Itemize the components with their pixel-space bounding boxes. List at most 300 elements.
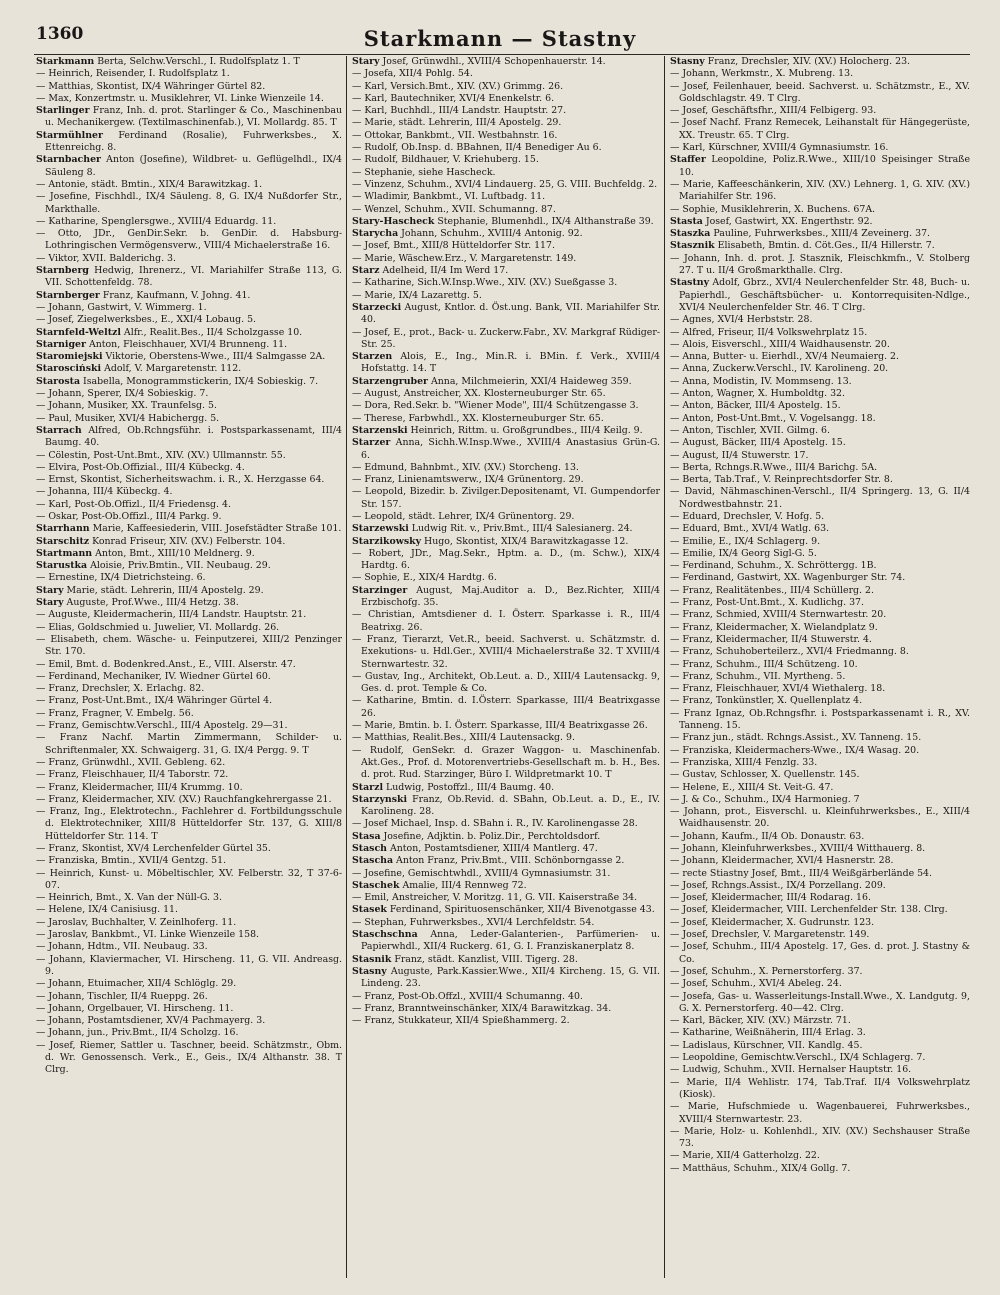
directory-entry: [670, 204, 970, 216]
entry-details: — Johann, Klaviermacher, VI. Hirscheng. 11, G. VII. Andreasg. 9.: [36, 953, 342, 977]
entry-details: — Marie, IX/4 Lazarettg. 5.: [352, 289, 482, 301]
directory-entry: [670, 622, 970, 634]
directory-entry: [352, 93, 660, 105]
column-1: [36, 56, 342, 1281]
directory-entry: [352, 351, 660, 376]
directory-entry: [670, 1027, 970, 1039]
entry-surname: Starlinger: [36, 105, 90, 117]
directory-entry: [670, 880, 970, 892]
directory-entry: [36, 855, 342, 867]
directory-entry: [352, 130, 660, 142]
directory-entry: [36, 1003, 342, 1015]
directory-entry: [670, 794, 970, 806]
entry-details: — Rudolf, GenSekr. d. Grazer Waggon- u. Maschinenfab. Akt.Ges., Prof. d. Motorenvertriebs-Gesellschaft m. b. H., Bes. d. prot. Rud. Starzinger, Büro I. Wildpretmarkt 10. T: [352, 744, 660, 781]
directory-entry: [36, 634, 342, 659]
entry-details: — Marie, Wäschew.Erz., V. Margaretenstr. 149.: [352, 252, 577, 264]
directory-entry: [36, 290, 342, 302]
entry-details: — Paul, Musiker, XVI/4 Habichergg. 5.: [36, 412, 220, 424]
entry-details: Anton (Josefine), Wildbret- u. Geflügelhdl., IX/4 Säuleng 8.: [45, 154, 342, 178]
entry-details: — Josef, Feilenhauer, beeid. Sachverst. u. Schätzmstr., E., XV. Goldschlagstr. 49. T Clrg.: [670, 80, 970, 104]
directory-entry: [670, 683, 970, 695]
entry-surname: Startmann: [36, 547, 93, 559]
entry-details: — J. & Co., Schuhm., IX/4 Harmonieg. 7: [670, 793, 860, 805]
entry-surname: Stary: [36, 597, 64, 609]
entry-details: — Max, Konzertmstr. u. Musiklehrer, VI. Linke Wienzeile 14.: [36, 92, 324, 104]
directory-entry: [36, 314, 342, 326]
entry-details: Alfred, Ob.Rchngsführ. i. Postsparkassenamt, III/4 Baumg. 40.: [45, 424, 342, 449]
column-3: [670, 56, 970, 1281]
directory-entry: [352, 240, 660, 252]
directory-entry: [670, 314, 970, 326]
directory-entry: [36, 56, 342, 68]
entry-details: — Franz, Fragner, V. Embelg. 56.: [36, 707, 194, 719]
entry-details: Marie, Kaffeesiederin, VIII. Josefstädter Straße 101.: [92, 523, 342, 535]
directory-entry: [670, 277, 970, 314]
entry-details: — Otto, JDr., GenDir.Sekr. b. GenDir. d. Habsburg-Lothringischen Vermögensverw., VIII/4 Michaelerstraße 16.: [36, 228, 342, 252]
entry-surname: Staschek: [352, 879, 400, 891]
entry-surname: Starrhann: [36, 523, 90, 535]
entry-details: — Franz jun., städt. Rchngs.Assist., XV. Tanneng. 15.: [670, 732, 922, 744]
directory-entry: [670, 536, 970, 548]
entry-details: Franz, Kaufmann, V. Johng. 41.: [102, 289, 251, 301]
directory-entry: [352, 1015, 660, 1027]
entry-details: — Helene, IX/4 Canisiusg. 11.: [36, 904, 178, 916]
directory-entry: [36, 720, 342, 732]
entry-details: — Ferdinand, Gastwirt, XX. Wagenburger Str. 74.: [670, 572, 906, 584]
directory-entry: [352, 81, 660, 93]
entry-details: — Franz, Realitätenbes., III/4 Schüllerg. 2.: [670, 584, 874, 596]
entry-details: — Karl, Kürschner, XVIII/4 Gymnasiumstr. 16.: [670, 142, 889, 154]
entry-details: — Anton, Tischler, XVII. Gilmg. 6.: [670, 424, 830, 436]
directory-entry: [352, 966, 660, 991]
directory-entry: [352, 474, 660, 486]
directory-entry: [670, 1064, 970, 1076]
directory-entry: [352, 511, 660, 523]
entry-details: — Franz, Stukkateur, XII/4 Spießhammerg. 2.: [352, 1015, 570, 1027]
directory-entry: [670, 572, 970, 584]
entry-details: — Therese, Farbwhdl., XX. Klosterneuburger Str. 65.: [352, 412, 604, 424]
entry-details: — Franziska, Kleidermachers-Wwe., IX/4 Wasag. 20.: [670, 744, 920, 756]
directory-entry: [352, 548, 660, 573]
entry-details: — Emil, Bmt. d. Bodenkred.Anst., E., VIII. Alserstr. 47.: [36, 658, 296, 670]
entry-details: — Johann, Gastwirt, V. Wimmerg. 1.: [36, 301, 207, 313]
entry-details: Josef, Grünwdhl., XVIII/4 Schopenhauerstr. 14.: [382, 56, 606, 67]
directory-entry: [670, 413, 970, 425]
entry-surname: Stasznik: [670, 240, 715, 252]
header-rule: [34, 54, 970, 55]
entry-details: Johann, Schuhm., XVIII/4 Antonig. 92.: [401, 228, 583, 240]
directory-entry: [36, 671, 342, 683]
directory-entry: [670, 105, 970, 117]
entry-surname: Starzikowsky: [352, 535, 422, 547]
entry-details: — Ottokar, Bankbmt., VII. Westbahnstr. 16.: [352, 129, 558, 141]
directory-entry: [670, 376, 970, 388]
directory-entry: [670, 462, 970, 474]
entry-details: — Heinrich, Bmt., X. Van der Nüll-G. 3.: [36, 892, 222, 904]
entry-surname: Starzl: [352, 781, 383, 793]
entry-details: — Johann, Kleidermacher, XVI/4 Hasnerstr. 28.: [670, 855, 894, 867]
entry-details: — Marie, II/4 Wehlistr. 174, Tab.Traf. II/4 Volkswehrplatz (Kiosk).: [670, 1076, 970, 1100]
entry-details: Marie, städt. Lehrerin, III/4 Apostelg. 29.: [66, 584, 264, 596]
entry-details: Isabella, Monogrammstickerin, IX/4 Sobieskig. 7.: [83, 375, 319, 387]
entry-details: — Franz, Linienamtswerw., IX/4 Grünentorg. 29.: [352, 474, 584, 486]
entry-details: — August, Bäcker, III/4 Apostelg. 15.: [670, 437, 846, 449]
directory-entry: [36, 536, 342, 548]
entry-details: — Emilie, E., IX/4 Schlagerg. 9.: [670, 535, 821, 547]
entry-surname: Starnfeld-Weltzl: [36, 326, 121, 338]
directory-entry: [36, 93, 342, 105]
entry-surname: Staromiejski: [36, 351, 103, 363]
directory-entry: [352, 609, 660, 634]
directory-entry: [670, 929, 970, 941]
directory-entry: [670, 81, 970, 106]
directory-entry: [352, 572, 660, 584]
entry-details: — Franziska, XIII/4 Fenzlg. 33.: [670, 756, 818, 768]
directory-entry: [36, 806, 342, 843]
directory-entry: [36, 474, 342, 486]
entry-surname: Staffer: [670, 154, 706, 166]
directory-entry: [352, 880, 660, 892]
entry-details: — Katharine, Weißnäherin, III/4 Erlag. 3.: [670, 1027, 866, 1039]
entry-surname: Starzinger: [352, 584, 408, 596]
directory-entry: [36, 253, 342, 265]
directory-entry: [670, 708, 970, 733]
entry-details: — Franz, Grünwdhl., XVII. Gebleng. 62.: [36, 756, 226, 768]
entry-details: — Eduard, Drechsler, V. Hofg. 5.: [670, 510, 825, 522]
entry-details: — Heinrich, Reisender, I. Rudolfsplatz 1.: [36, 68, 230, 80]
entry-details: — Leopoldine, Gemischtw.Verschl., IX/4 Schlagerg. 7.: [670, 1052, 926, 1064]
entry-details: — Marie, Bmtin. b. I. Österr. Sparkasse, III/4 Beatrixgasse 26.: [352, 720, 648, 732]
entry-details: — Franz, Skontist, XV/4 Lerchenfelder Gürtel 35.: [36, 843, 271, 854]
directory-entry: [670, 450, 970, 462]
entry-details: — Ferdinand, Schuhm., X. Schröttergg. 1B.: [670, 560, 877, 572]
directory-entry: [36, 904, 342, 916]
directory-entry: [352, 204, 660, 216]
entry-details: — Franz, Kleidermacher, III/4 Krummg. 10.: [36, 781, 243, 793]
entry-details: — Franz, Fleischhauer, II/4 Taborstr. 72.: [36, 769, 229, 781]
entry-details: — Stephan, Fuhrwerksbes., XVI/4 Lerchfeldstr. 54.: [352, 916, 595, 928]
directory-entry: [36, 486, 342, 498]
directory-entry: [36, 683, 342, 695]
directory-entry: [670, 671, 970, 683]
entry-details: — Franz, Kleidermacher, II/4 Stuwerstr. 4.: [670, 633, 872, 645]
entry-surname: Starzynski: [352, 793, 408, 805]
entry-details: August, Kntlor. d. Öst.ung. Bank, VII. Mariahilfer Str. 40.: [361, 301, 660, 326]
directory-entry: [670, 646, 970, 658]
directory-entry: [352, 117, 660, 129]
directory-entry: [36, 327, 342, 339]
entry-details: — Karl, Bautechniker, XVI/4 Enenkelstr. 6.: [352, 92, 555, 104]
entry-details: — Johann, Hdtm., VII. Neubaug. 33.: [36, 941, 208, 953]
entry-details: — Berta, Rchngs.R.Wwe., III/4 Barichg. 5A.: [670, 461, 878, 473]
entry-details: — Marie, Kaffeeschänkerin, XIV. (XV.) Lehnerg. 1, G. XIV. (XV.) Mariahilfer Str. 196.: [670, 178, 970, 203]
entry-details: — Matthias, Skontist, IX/4 Währinger Gürtel 82.: [36, 80, 266, 92]
entry-details: Heinrich, Rittm. u. Großgrundbes., III/4 Keilg. 9.: [410, 424, 643, 436]
entry-details: — Berta, Tab.Traf., V. Reinprechtsdorfer Str. 8.: [670, 474, 893, 486]
directory-entry: [670, 831, 970, 843]
directory-entry: [352, 745, 660, 782]
entry-details: — Ludwig, Schuhm., XVII. Hernalser Hauptstr. 16.: [670, 1064, 912, 1076]
entry-surname: Starmühlner: [36, 129, 103, 141]
directory-entry: [670, 240, 970, 252]
directory-entry: [36, 782, 342, 794]
entry-details: — Marie, städt. Lehrerin, III/4 Apostelg. 29.: [352, 117, 562, 129]
entry-details: — Johann, Orgelbauer, VI. Hirscheng. 11.: [36, 1002, 234, 1014]
entry-details: — Wladimir, Bankbmt., VI. Luftbadg. 11.: [352, 191, 546, 203]
entry-details: — Dora, Red.Sekr. b. "Wiener Mode", III/4 Schützengasse 3.: [352, 400, 639, 412]
directory-entry: [36, 1027, 342, 1039]
directory-entry: [352, 191, 660, 203]
entry-details: Josef, Gastwirt, XX. Engerthstr. 92.: [705, 215, 873, 227]
directory-entry: [36, 622, 342, 634]
directory-entry: [670, 523, 970, 535]
entry-details: — Johann, Etuimacher, XII/4 Schlöglg. 29.: [36, 978, 237, 990]
directory-entry: [352, 818, 660, 830]
entry-details: — Helene, E., XIII/4 St. Veit-G. 47.: [670, 781, 834, 793]
entry-details: — Auguste, Kleidermacherin, III/4 Landstr. Hauptstr. 21.: [36, 609, 307, 621]
directory-entry: [36, 376, 342, 388]
entry-details: — Josef, Rchngs.Assist., IX/4 Porzellang. 209.: [670, 879, 886, 891]
directory-entry: [670, 400, 970, 412]
entry-surname: Stastny: [670, 277, 710, 289]
entry-details: — Ladislaus, Kürschner, VII. Kandlg. 45.: [670, 1039, 863, 1051]
entry-details: — Elias, Goldschmied u. Juwelier, VI. Mollardg. 26.: [36, 621, 280, 633]
directory-entry: [352, 179, 660, 191]
entry-details: — Robert, JDr., Mag.Sekr., Hptm. a. D., (m. Schw.), XIX/4 Hardtg. 6.: [352, 547, 660, 572]
directory-entry: [670, 1101, 970, 1126]
entry-details: Franz, Ob.Revid. d. SBahn, Ob.Leut. a. D., E., IV. Karolineng. 28.: [361, 793, 660, 818]
entry-details: — Matthäus, Schuhm., XIX/4 Gollg. 7.: [670, 1162, 851, 1174]
directory-entry: [352, 782, 660, 794]
entry-details: — Marie, Hufschmiede u. Wagenbauerei, Fuhrwerksbes., XVIII/4 Sternwartestr. 23.: [670, 1101, 970, 1125]
entry-details: — Josef Nachf. Franz Remecek, Leihanstalt für Hängegerüste, XX. Treustr. 65. T Clrg.: [670, 117, 970, 141]
entry-details: — Jaroslav, Buchhalter, V. Zeinlhoferg. 11.: [36, 916, 237, 928]
directory-entry: [352, 732, 660, 744]
directory-entry: [352, 277, 660, 289]
entry-details: — Josef, Schuhm., XVI/4 Abeleg. 24.: [670, 978, 842, 990]
directory-entry: [36, 757, 342, 769]
directory-entry: [352, 105, 660, 117]
directory-entry: [36, 425, 342, 450]
entry-surname: Starzenski: [352, 424, 408, 436]
directory-entry: [36, 302, 342, 314]
entry-details: — Ferdinand, Mechaniker, IV. Wiedner Gürtel 60.: [36, 670, 271, 682]
directory-entry: [670, 216, 970, 228]
directory-entry: [36, 265, 342, 290]
directory-entry: [352, 327, 660, 352]
entry-surname: Stasch: [352, 843, 387, 854]
directory-entry: [670, 388, 970, 400]
entry-surname: Starnberger: [36, 289, 100, 301]
entry-surname: Starycha: [352, 228, 399, 240]
directory-entry: [36, 954, 342, 979]
entry-details: — Josef, Schuhm., X. Pernerstorferg. 37.: [670, 965, 863, 977]
directory-entry: [352, 929, 660, 954]
entry-details: — Johann, prot., Eisverschl. u. Kleinfuhrwerksbes., E., XIII/4 Waidhausenstr. 20.: [670, 806, 970, 830]
entry-surname: Starschitz: [36, 535, 90, 547]
entry-details: — Johann, Kleinfuhrwerksbes., XVIII/4 Witthauerg. 8.: [670, 843, 926, 854]
directory-entry: [670, 228, 970, 240]
entry-details: Leopoldine, Poliz.R.Wwe., XIII/10 Speisinger Straße 10.: [679, 154, 970, 178]
directory-entry: [352, 1003, 660, 1015]
directory-entry: [352, 462, 660, 474]
directory-entry: [670, 363, 970, 375]
entry-details: — Johann, Werkmstr., X. Mubreng. 13.: [670, 68, 854, 80]
directory-entry: [670, 904, 970, 916]
entry-details: Anton, Postamtsdiener, XIII/4 Mantlerg. 47.: [389, 843, 598, 854]
directory-entry: [352, 388, 660, 400]
entry-details: Pauline, Fuhrwerksbes., XIII/4 Zeveinerg. 37.: [713, 228, 931, 240]
entry-details: — Josef, Schuhm., III/4 Apostelg. 17, Ges. d. prot. J. Stastny & Co.: [670, 941, 970, 965]
directory-entry: [670, 1015, 970, 1027]
directory-entry: [36, 868, 342, 893]
directory-entry: [36, 191, 342, 216]
entry-surname: Stasny: [670, 56, 705, 67]
entry-details: Konrad Friseur, XIV. (XV.) Felberstr. 104.: [92, 535, 286, 547]
entry-details: — Josef, Riemer, Sattler u. Taschner, beeid. Schätzmstr., Obm. d. Wr. Genossensch. Verk., E., Geis., IX/4 Althanstr. 38. T Clrg.: [36, 1039, 342, 1076]
entry-details: — Jaroslav, Bankbmt., VI. Linke Wienzeile 158.: [36, 929, 260, 941]
entry-surname: Staschschna: [352, 929, 418, 941]
directory-entry: [670, 1040, 970, 1052]
column-divider: [346, 56, 347, 1278]
entry-details: Adolf, V. Margaretenstr. 112.: [104, 363, 242, 375]
directory-entry: [36, 339, 342, 351]
directory-entry: [670, 1163, 970, 1175]
directory-entry: [352, 831, 660, 843]
directory-entry: [670, 437, 970, 449]
entry-details: Anna, Milchmeierin, XXI/4 Haideweg 359.: [430, 375, 632, 387]
directory-entry: [36, 585, 342, 597]
directory-entry: [352, 68, 660, 80]
entry-details: — Johann, Tischler, II/4 Rueppg. 26.: [36, 990, 208, 1002]
directory-entry: [670, 486, 970, 511]
directory-entry: [36, 572, 342, 584]
directory-entry: [352, 671, 660, 696]
directory-entry: [352, 536, 660, 548]
directory-entry: [36, 351, 342, 363]
entry-details: Hugo, Skontist, XIX/4 Barawitzkagasse 12.: [424, 535, 629, 547]
entry-details: — Wenzel, Schuhm., XVII. Schumanng. 87.: [352, 203, 556, 215]
directory-entry: [36, 609, 342, 621]
entry-details: Josefine, Adjktin. b. Poliz.Dir., Perchtoldsdorf.: [383, 830, 601, 842]
entry-surname: Stascha: [352, 855, 394, 867]
entry-details: — Anton, Post-Unt.Bmt., V. Vogelsangg. 18.: [670, 412, 876, 424]
entry-details: — Franz, Fleischhauer, XVI/4 Wiethalerg. 18.: [670, 683, 886, 695]
entry-details: — Marie, XII/4 Gatterholzg. 22.: [670, 1150, 820, 1162]
entry-details: — Johann, Inh. d. prot. J. Stasznik, Fleischkmfn., V. Stolberg 27. T u. II/4 Großmarkthalle. Clrg.: [670, 252, 970, 277]
directory-entry: [352, 855, 660, 867]
directory-entry: [36, 179, 342, 191]
entry-details: Elisabeth, Bmtin. d. Cöt.Ges., II/4 Hillerstr. 7.: [717, 240, 935, 252]
entry-surname: Stary: [36, 584, 64, 596]
entry-details: — Franz, Tierarzt, Vet.R., beeid. Sachverst. u. Schätzmstr. d. Exekutions- u. Hdl.Ger., XVIII/4 Michaelerstraße 32. T XVIII/4 Sternwartestr. 32.: [352, 633, 660, 670]
entry-surname: Starnbacher: [36, 154, 101, 166]
entry-details: — Josef, Kleidermacher, VIII. Lerchenfelder Str. 138. Clrg.: [670, 904, 948, 916]
entry-details: — Anton, Bäcker, III/4 Apostelg. 15.: [670, 400, 841, 412]
directory-entry: [352, 142, 660, 154]
entry-details: — Karl, Bäcker, XIV. (XV.) Märzstr. 71.: [670, 1015, 851, 1027]
directory-entry: [36, 843, 342, 855]
directory-entry: [352, 634, 660, 671]
directory-entry: [36, 659, 342, 671]
entry-details: — Katharine, Bmtin. d. I.Österr. Sparkasse, III/4 Beatrixgasse 26.: [352, 695, 660, 719]
entry-surname: Stasta: [670, 215, 703, 227]
entry-details: — Franz, Kleidermacher, XIV. (XV.) Rauchfangkehrergasse 21.: [36, 793, 332, 805]
entry-details: — Elisabeth, chem. Wäsche- u. Feinputzerei, XIII/2 Penzinger Str. 170.: [36, 633, 342, 658]
directory-entry: [352, 585, 660, 610]
entry-details: Aloisie, Priv.Bmtin., VII. Neubaug. 29.: [90, 560, 271, 572]
entry-details: — Ernst, Skontist, Sicherheitswachm. i. R., X. Herzgasse 64.: [36, 474, 325, 486]
directory-entry: [352, 523, 660, 535]
entry-details: Adelheid, II/4 Im Werd 17.: [382, 265, 509, 277]
entry-details: — Johann, Musiker, XX. Traunfelsg. 5.: [36, 400, 217, 412]
entry-details: — Josef, Drechsler, V. Margaretenstr. 149.: [670, 929, 870, 941]
directory-entry: [352, 56, 660, 68]
entry-details: — Franz, Ing., Elektrotechn., Fachlehrer d. Fortbildungsschule d. Elektrotechniker, XIII/8 Hütteldorfer Str. 137, G. XIII/8 Hütteldorfer Str. 114. T: [36, 806, 342, 842]
directory-entry: [36, 794, 342, 806]
directory-entry: [352, 167, 660, 179]
entry-details: Anna, Leder-Galanterien-, Parfümerien- u. Papierwhdl., XII/4 Ruckerg. 61, G. I. Franziskanerplatz 8.: [361, 929, 660, 953]
entry-details: — Josefa, Gas- u. Wasserleitungs-Install.Wwe., X. Landgutg. 9, G. X. Pernerstorferg. 40—42. Clrg.: [670, 990, 970, 1014]
entry-details: Auguste, Prof.Wwe., III/4 Hetzg. 38.: [66, 597, 239, 609]
entry-details: — Franz, Post-Ob.Offzl., XVIII/4 Schumanng. 40.: [352, 990, 583, 1002]
entry-details: Ludwig, Postoffzl., III/4 Baumg. 40.: [385, 781, 555, 793]
entry-details: Berta, Selchw.Verschl., I. Rudolfsplatz 1. T: [97, 56, 300, 67]
directory-entry: [36, 892, 342, 904]
entry-details: — Sophie, Musiklehrerin, X. Buchens. 67A.: [670, 203, 876, 215]
directory-entry: [352, 376, 660, 388]
directory-entry: [670, 142, 970, 154]
directory-entry: [670, 511, 970, 523]
directory-entry: [36, 105, 342, 130]
entry-details: — Franz, Gemischtw.Verschl., III/4 Apostelg. 29—31.: [36, 720, 288, 732]
directory-entry: [670, 597, 970, 609]
entry-details: Anton Franz, Priv.Bmt., VIII. Schönborngasse 2.: [396, 855, 625, 867]
directory-entry: [352, 216, 660, 228]
entry-details: — Anna, Zuckerw.Verschl., IV. Karolineng. 20.: [670, 363, 889, 375]
entry-surname: Starkmann: [36, 56, 95, 67]
entry-details: — Matthias, Realit.Bes., XIII/4 Lautensackg. 9.: [352, 732, 575, 744]
entry-details: — Franz Ignaz, Ob.Rchngsfhr. i. Postsparkassenamt i. R., XV. Tanneng. 15.: [670, 707, 970, 732]
directory-entry: [36, 929, 342, 941]
page-number: 1360: [36, 24, 84, 44]
entry-details: — Leopold, städt. Lehrer, IX/4 Grünentorg. 29.: [352, 510, 575, 522]
entry-details: Auguste, Park.Kassier.Wwe., XII/4 Kircheng. 15, G. VII. Lindeng. 23.: [361, 965, 660, 990]
entry-details: — Josef, Kleidermacher, III/4 Rodarag. 16.: [670, 892, 871, 904]
entry-details: — Alois, Eisverschl., XIII/4 Waidhausenstr. 20.: [670, 338, 890, 350]
entry-details: — Sophie, E., XIX/4 Hardtg. 6.: [352, 572, 497, 584]
entry-details: — Josef, Kleidermacher, X. Gudrunstr. 123.: [670, 916, 875, 928]
directory-entry: [36, 499, 342, 511]
directory-entry: [670, 732, 970, 744]
entry-details: — Ernestine, IX/4 Dietrichsteing. 6.: [36, 572, 206, 584]
directory-entry: [352, 720, 660, 732]
entry-details: — Franz Nachf. Martin Zimmermann, Schilder- u. Schriftenmaler, XX. Schwaigerg. 31, G. IX/4 Pergg. 9. T: [36, 732, 342, 756]
directory-entry: [36, 917, 342, 929]
directory-entry: [352, 486, 660, 511]
entry-details: — Josef, Ziegelwerksbes., E., XXI/4 Lobaug. 5.: [36, 314, 257, 326]
directory-entry: [352, 695, 660, 720]
entry-details: — Gustav, Ing., Architekt, Ob.Leut. a. D., XIII/4 Lautensackg. 9, Ges. d. prot. Temple & Co.: [352, 670, 660, 695]
directory-entry: [36, 154, 342, 179]
directory-entry: [670, 868, 970, 880]
directory-entry: [352, 437, 660, 462]
entry-surname: Starzen: [352, 351, 393, 363]
entry-details: — Emilie, IX/4 Georg Sigl-G. 5.: [670, 547, 817, 559]
entry-details: — Johann, Sperer, IX/4 Sobieskig. 7.: [36, 388, 209, 400]
entry-details: — Anna, Butter- u. Eierhdl., XV/4 Neumaierg. 2.: [670, 351, 899, 363]
entry-surname: Stary: [352, 56, 380, 67]
